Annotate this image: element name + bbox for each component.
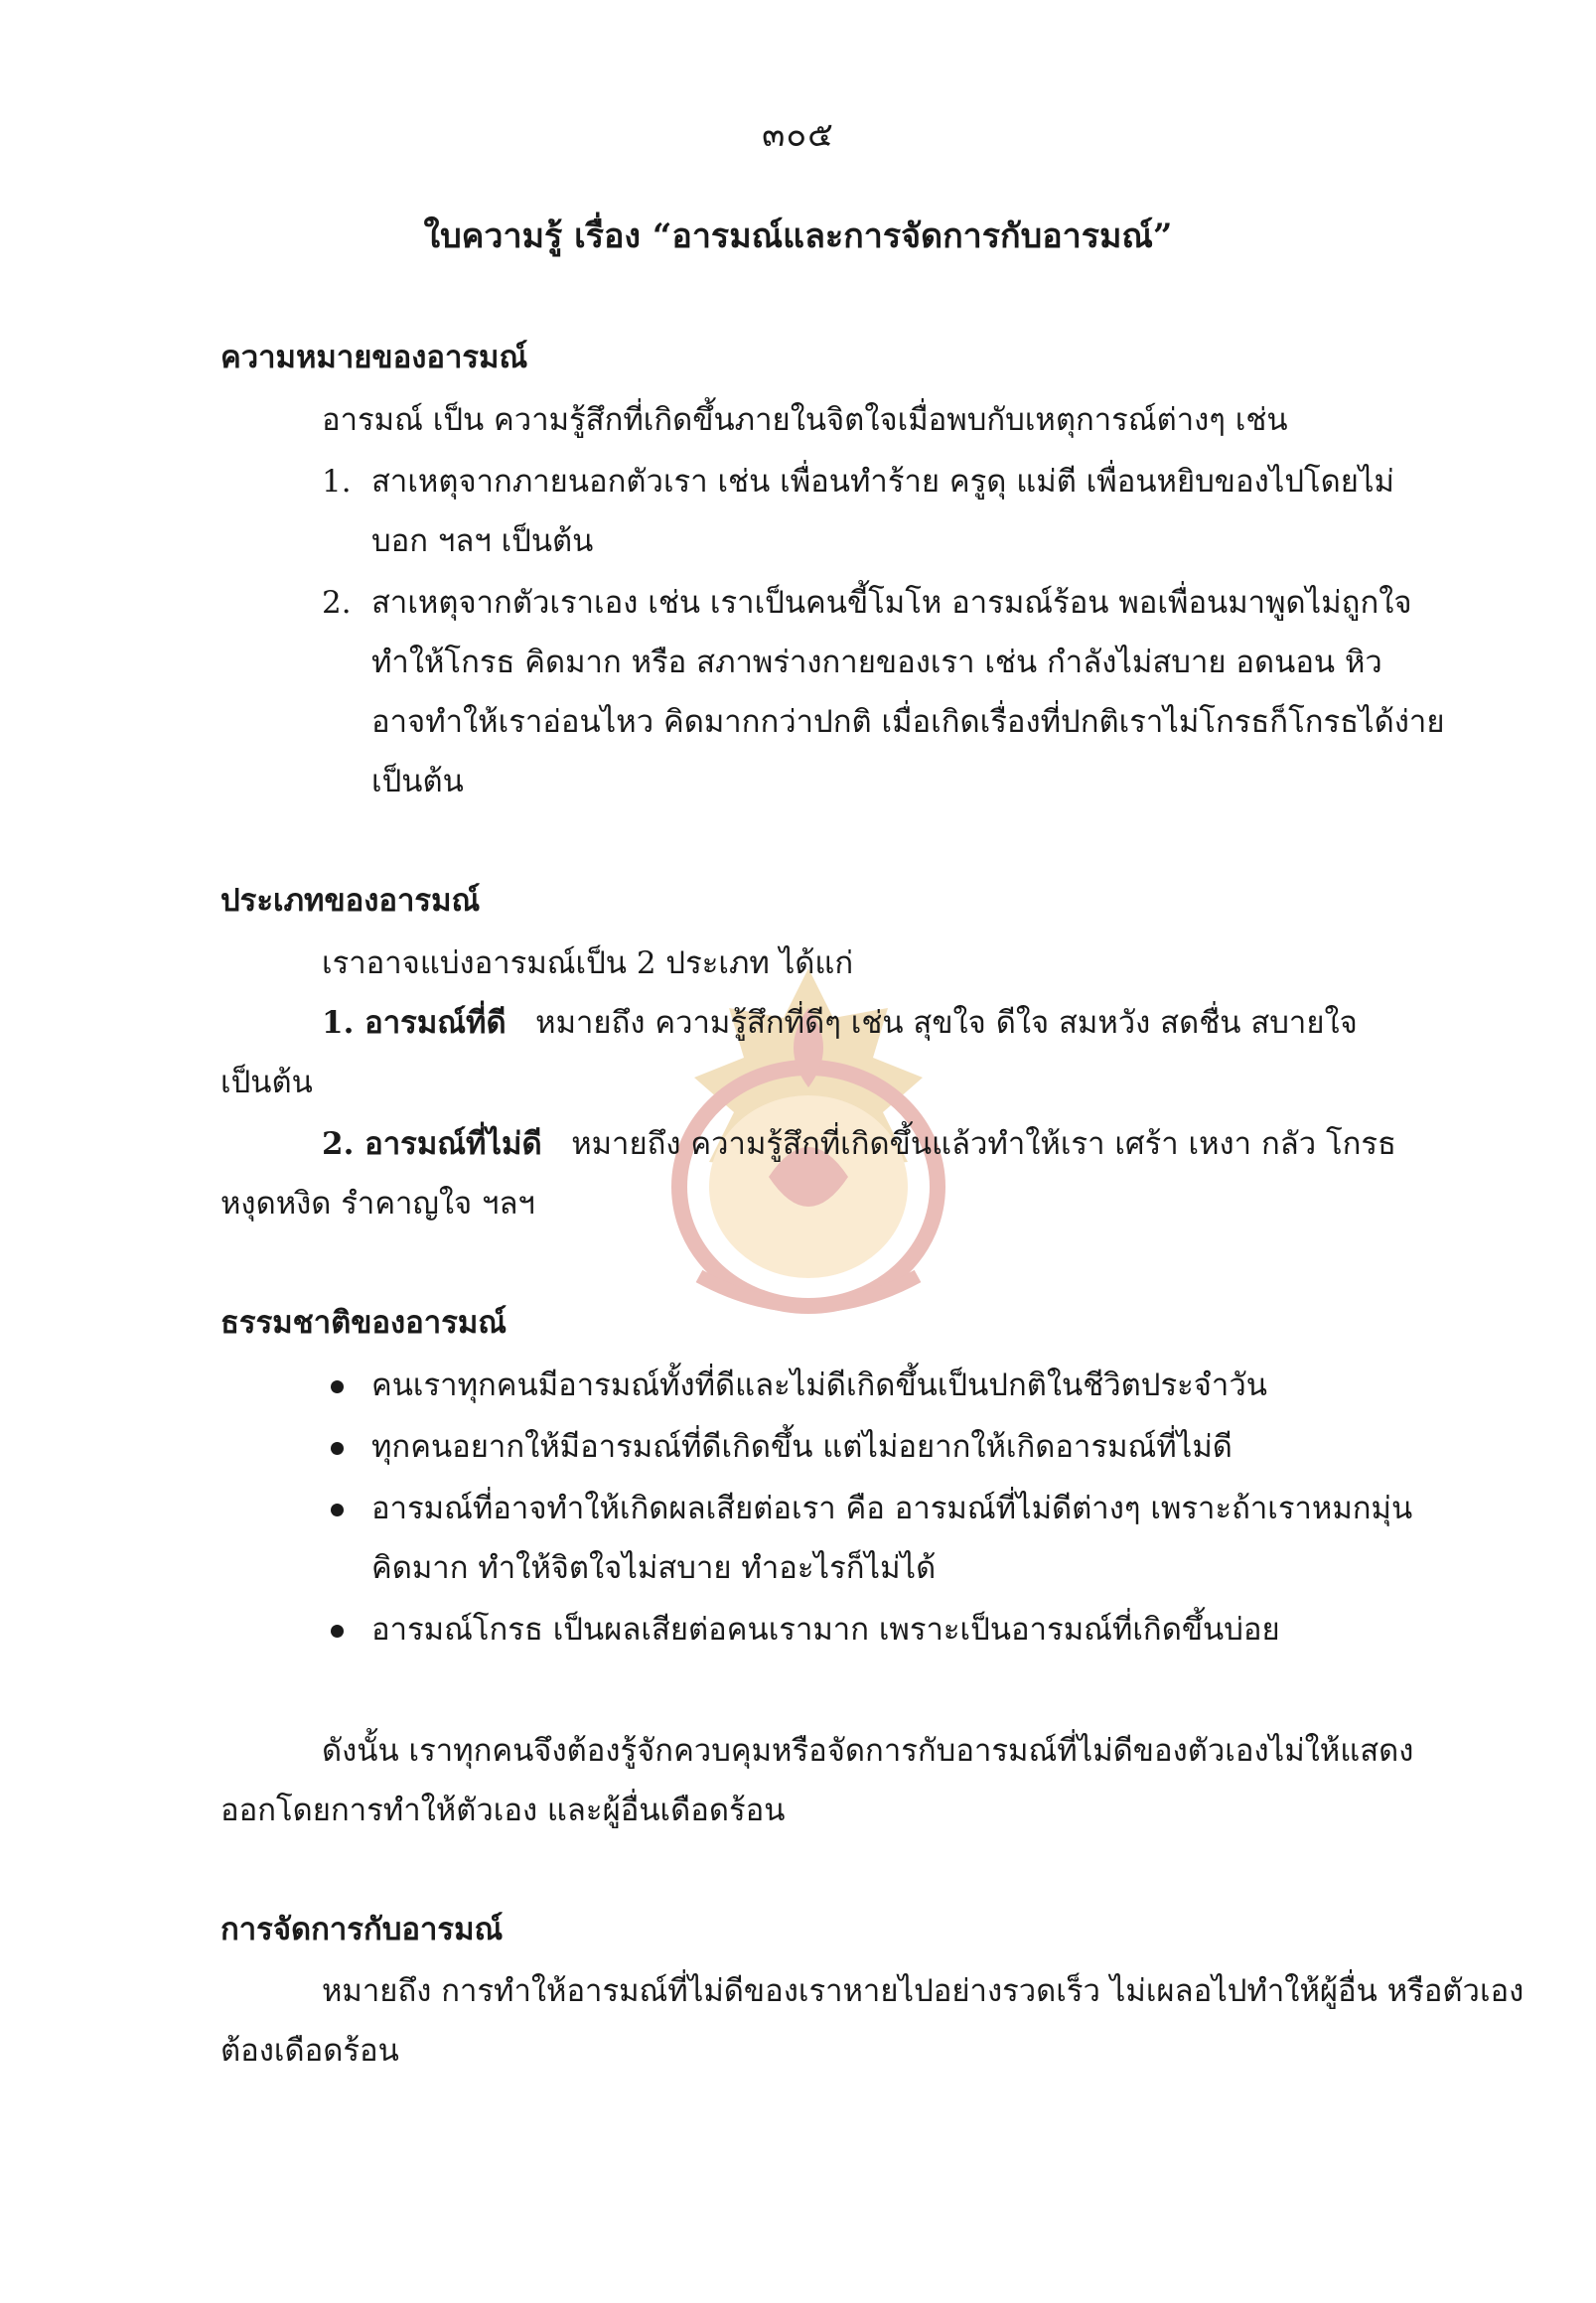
bullet-item-3: อารมณ์ที่อาจทำให้เกิดผลเสียต่อเรา คือ อารมณ์ที่ไม่ดีต่างๆ เพราะถ้าเราหมกมุ่น [371,1491,1413,1526]
type-2-cont: หงุดหงิด รำคาญใจ ฯลฯ [220,1186,535,1222]
conclusion-line-2: ออกโดยการทำให้ตัวเอง และผู้อื่นเดือดร้อน [220,1793,786,1828]
type-1-cont: เป็นต้น [220,1065,313,1100]
list-item-text: สาเหตุจากภายนอกตัวเรา เช่น เพื่อนทำร้าย ครูดุ แม่ตี เพื่อนหยิบของไปโดยไม่ [371,464,1394,500]
bullet-icon [331,1380,344,1393]
bullet-icon [331,1625,344,1638]
section-heading-nature: ธรรมชาติของอารมณ์ [220,1305,508,1341]
list-item-2-cont: เป็นต้น [371,764,464,799]
list-number: 2. [322,585,352,621]
bullet-item-4: อารมณ์โกรธ เป็นผลเสียต่อคนเรามาก เพราะเป็นอารมณ์ที่เกิดขึ้นบ่อย [371,1612,1280,1648]
document-title: ใบความรู้ เรื่อง “อารมณ์และการจัดการกับอารมณ์” [423,216,1173,256]
list-item-text: สาเหตุจากตัวเราเอง เช่น เราเป็นคนขี้โมโห อารมณ์ร้อน พอเพื่อนมาพูดไม่ถูกใจ [371,585,1412,621]
paragraph-management-line-1: หมายถึง การทำให้อารมณ์ที่ไม่ดีของเราหายไปอย่างรวดเร็ว ไม่เผลอไปทำให้ผู้อื่น หรือตัวเอง [322,1973,1524,2009]
bullet-icon [331,1442,344,1455]
bullet-item-3-cont: คิดมาก ทำให้จิตใจไม่สบาย ทำอะไรก็ไม่ได้ [371,1550,937,1586]
paragraph-management-line-2: ต้องเดือดร้อน [220,2033,399,2069]
section-heading-management: การจัดการกับอารมณ์ [220,1912,504,1947]
list-number: 1. [322,464,352,500]
paragraph-types-intro: เราอาจแบ่งอารมณ์เป็น 2 ประเภท ได้แก่ [322,945,854,981]
section-heading-types: ประเภทของอารมณ์ [220,883,481,919]
page-number: ๓๐๕ [762,115,834,155]
conclusion-line-1: ดังนั้น เราทุกคนจึงต้องรู้จักควบคุมหรือจัดการกับอารมณ์ที่ไม่ดีของตัวเองไม่ให้แสดง [322,1733,1414,1769]
type-2-label: 2. อารมณ์ที่ไม่ดี [322,1126,542,1162]
type-2-text: หมายถึง ความรู้สึกที่เกิดขึ้นแล้วทำให้เรา เศร้า เหงา กลัว โกรธ [571,1126,1396,1162]
type-1-line [322,1005,1358,1041]
list-item-1 [322,464,1394,500]
type-2-line [322,1126,1396,1162]
list-item-2-cont: อาจทำให้เราอ่อนไหว คิดมากกว่าปกติ เมื่อเกิดเรื่องที่ปกติเราไม่โกรธก็โกรธได้ง่าย [371,704,1445,740]
bullet-item-2: ทุกคนอยากให้มีอารมณ์ที่ดีเกิดขึ้น แต่ไม่อยากให้เกิดอารมณ์ที่ไม่ดี [371,1429,1233,1465]
list-item-1-cont: บอก ฯลฯ เป็นต้น [371,523,594,559]
list-item-2 [322,585,1412,621]
paragraph-meaning-intro: อารมณ์ เป็น ความรู้สึกที่เกิดขึ้นภายในจิตใจเมื่อพบกับเหตุการณ์ต่างๆ เช่น [322,402,1288,438]
bullet-icon [331,1504,344,1516]
type-1-text: หมายถึง ความรู้สึกที่ดีๆ เช่น สุขใจ ดีใจ สมหวัง สดชื่น สบายใจ [535,1005,1358,1041]
type-1-label: 1. อารมณ์ที่ดี [322,1005,507,1041]
bullet-item-1: คนเราทุกคนมีอารมณ์ทั้งที่ดีและไม่ดีเกิดขึ้นเป็นปกติในชีวิตประจำวัน [371,1367,1267,1403]
list-item-2-cont: ทำให้โกรธ คิดมาก หรือ สภาพร่างกายของเรา เช่น กำลังไม่สบาย อดนอน หิว [371,645,1382,680]
section-heading-meaning: ความหมายของอารมณ์ [220,340,528,375]
